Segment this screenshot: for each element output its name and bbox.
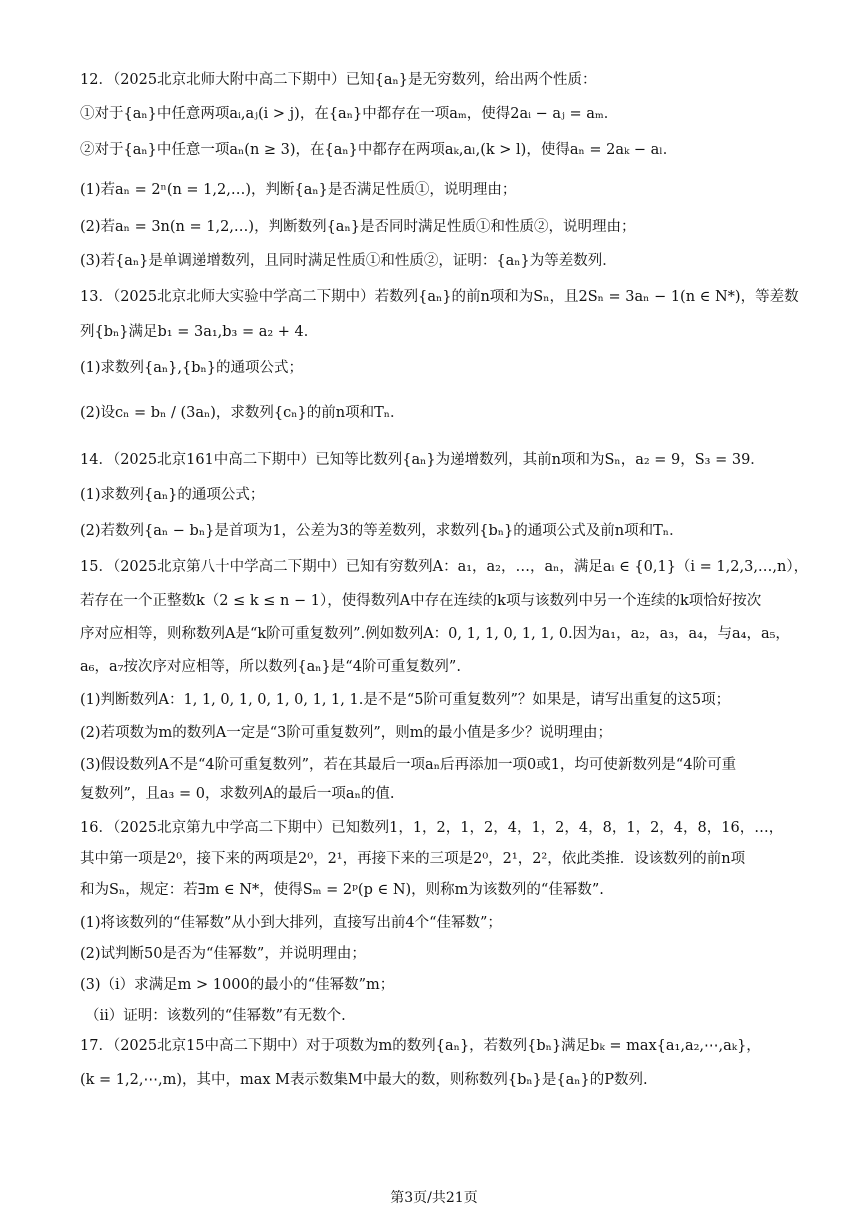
problem-12-property-1: ①对于{aₙ}中任意两项aᵢ,aⱼ(i > j)，在{aₙ}中都存在一项aₘ，使得2aᵢ − aⱼ = aₘ．	[80, 106, 619, 122]
problem-13-part-1: (1)求数列{aₙ},{bₙ}的通项公式；	[80, 360, 304, 376]
problem-14-stem: 14．（2025北京161中高二下期中）已知等比数列{aₙ}为递增数列，其前n项和为Sₙ，a₂ = 9，S₃ = 39．	[80, 452, 765, 468]
problem-13-stem-cont: 列{bₙ}满足b₁ = 3a₁,b₃ = a₂ + 4．	[80, 324, 319, 340]
problem-14-part-1: (1)求数列{aₙ}的通项公式；	[80, 487, 265, 503]
problem-16-part-3-i: (3)（ⅰ）求满足m > 1000的最小的“佳幂数”m；	[80, 977, 395, 993]
problem-14-part-2: (2)若数列{aₙ − bₙ}是首项为1，公差为3的等差数列，求数列{bₙ}的通项公式及前n项和Tₙ．	[80, 523, 684, 539]
problem-15-part-2: (2)若项数为m的数列A一定是“3阶可重复数列”，则m的最小值是多少？说明理由；	[80, 725, 613, 741]
problem-15-part-1: (1)判断数列A：1, 1, 0, 1, 0, 1, 0, 1, 1, 1.是不是“5阶可重复数列”？如果是，请写出重复的这5项；	[80, 692, 731, 708]
problem-16-part-1: (1)将该数列的“佳幂数”从小到大排列，直接写出前4个“佳幂数”；	[80, 915, 502, 931]
page-number: 第3页/共21页	[390, 1190, 478, 1206]
problem-17-stem: 17．（2025北京15中高二下期中）对于项数为m的数列{aₙ}，若数列{bₙ}满足bₖ = max{a₁,a₂,⋯,aₖ}，	[80, 1038, 761, 1054]
problem-15-part-3-cont: 复数列”，且a₃ = 0，求数列A的最后一项aₙ的值.	[80, 786, 395, 802]
problem-16-part-3-ii: （ⅱ）证明：该数列的“佳幂数”有无数个.	[85, 1008, 346, 1024]
problem-16-stem-cont-2: 和为Sₙ，规定：若∃m ∈ N*，使得Sₘ = 2ᵖ(p ∈ N)，则称m为该数列的“佳幂数”.	[80, 882, 604, 898]
problem-15-part-3: (3)假设数列A不是“4阶可重复数列”，若在其最后一项aₙ后再添加一项0或1，均可使新数列是“4阶可重	[80, 757, 737, 773]
problem-16-stem-cont-1: 其中第一项是2⁰，接下来的两项是2⁰，2¹，再接下来的三项是2⁰，2¹，2²，依此类推．设该数列的前n项	[80, 851, 746, 867]
problem-12-property-2: ②对于{aₙ}中任意一项aₙ(n ≥ 3)，在{aₙ}中都存在两项aₖ,aₗ,(k > l)，使得aₙ = 2aₖ − aₗ．	[80, 142, 678, 158]
problem-15-stem-cont-3: a₆，a₇按次序对应相等，所以数列{aₙ}是“4阶可重复数列”.	[80, 659, 461, 675]
problem-15-stem-cont-2: 序对应相等，则称数列A是“k阶可重复数列”.例如数列A：0, 1, 1, 0, 1, 1, 0.因为a₁，a₂，a₃，a₄，与a₄，a₅，	[80, 626, 790, 642]
problem-16-part-2: (2)试判断50是否为“佳幂数”，并说明理由；	[80, 946, 366, 962]
problem-12-part-1: (1)若aₙ = 2ⁿ(n = 1,2,…)，判断{aₙ}是否满足性质①，说明理由；	[80, 182, 517, 198]
problem-17-stem-cont: (k = 1,2,⋯,m)，其中，max M表示数集M中最大的数，则称数列{bₙ}是{aₙ}的P数列.	[80, 1072, 648, 1088]
problem-13-part-2: (2)设cₙ = bₙ / (3aₙ)，求数列{cₙ}的前n项和Tₙ．	[80, 405, 405, 421]
problem-16-stem: 16．（2025北京第九中学高二下期中）已知数列1，1，2，1，2，4，1，2，4，8，1，2，4，8，16，…，	[80, 820, 784, 836]
problem-15-stem: 15．（2025北京第八十中学高二下期中）已知有穷数列A：a₁，a₂，…，aₙ，满足aᵢ ∈ {0,1}（i = 1,2,3,…,n），	[80, 559, 809, 575]
problem-12-stem: 12．（2025北京北师大附中高二下期中）已知{aₙ}是无穷数列，给出两个性质：	[80, 72, 597, 88]
problem-15-stem-cont-1: 若存在一个正整数k（2 ≤ k ≤ n − 1），使得数列A中存在连续的k项与该数列中另一个连续的k项恰好按次	[80, 593, 762, 609]
problem-12-part-3: (3)若{aₙ}是单调递增数列，且同时满足性质①和性质②，证明：{aₙ}为等差数列．	[80, 253, 617, 269]
problem-12-part-2: (2)若aₙ = 3n(n = 1,2,…)，判断数列{aₙ}是否同时满足性质①和性质②，说明理由；	[80, 219, 636, 235]
problem-13-stem: 13．（2025北京北师大实验中学高二下期中）若数列{aₙ}的前n项和为Sₙ，且2Sₙ = 3aₙ − 1(n ∈ N*)，等差数	[80, 289, 799, 305]
